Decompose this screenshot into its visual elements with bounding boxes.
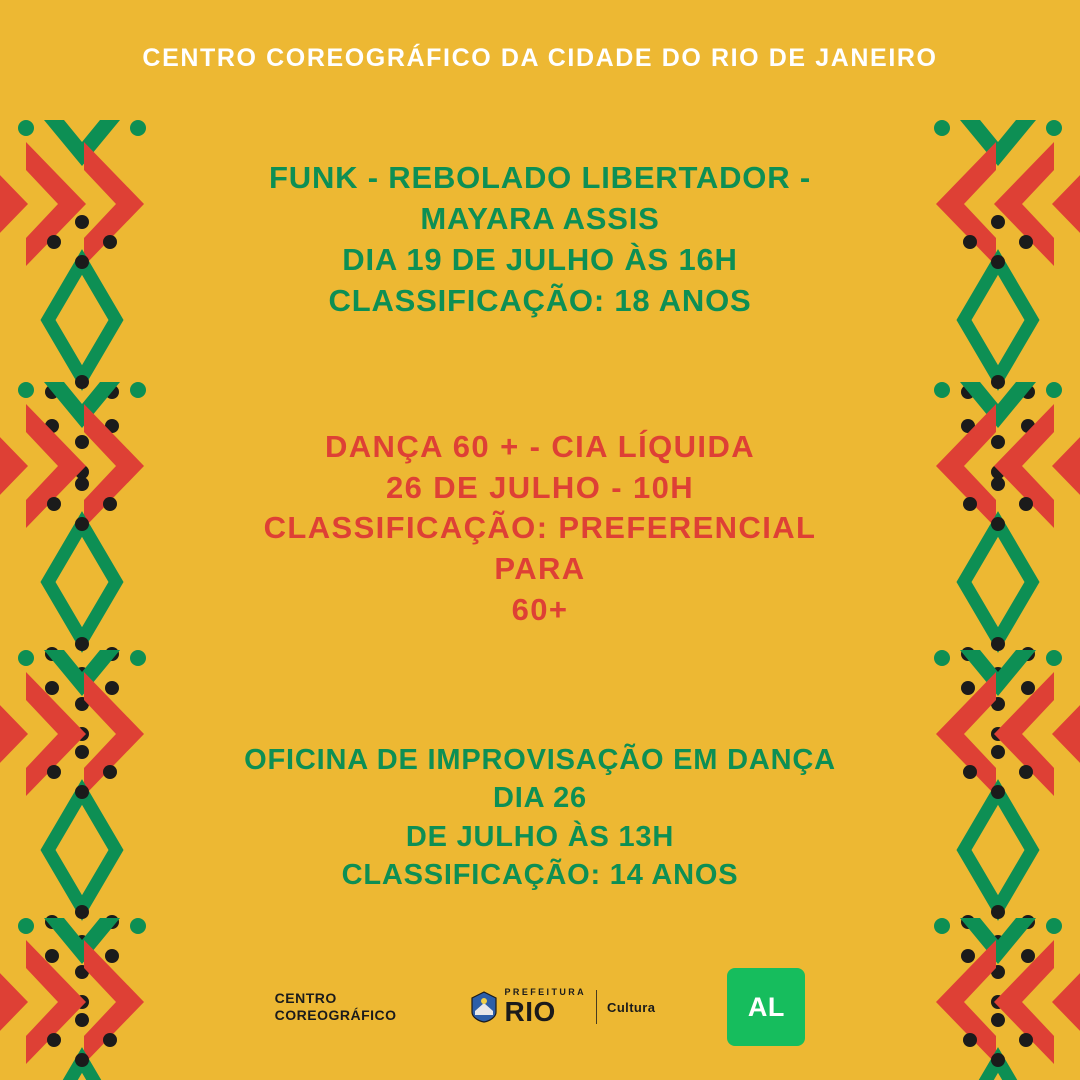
page-title: CENTRO COREOGRÁFICO DA CIDADE DO RIO DE JANEIRO xyxy=(142,44,938,72)
event-datetime: DE JULHO ÀS 13H xyxy=(405,820,675,853)
rio-wordmark xyxy=(505,988,587,1026)
event-block-oficina xyxy=(220,741,860,894)
rio-secretaria-label: Cultura xyxy=(607,999,656,1015)
event-title: FUNK - REBOLADO LIBERTADOR - MAYARA ASSIS xyxy=(269,160,811,236)
logo-cc-line1: CENTRO xyxy=(274,989,337,1006)
event-block-danca60 xyxy=(240,427,840,632)
event-block-funk xyxy=(230,158,850,322)
event-rating: CLASSIFICAÇÃO: 14 ANOS xyxy=(341,858,739,891)
footer-logos xyxy=(0,962,1080,1052)
event-datetime: 26 DE JULHO - 10H xyxy=(385,469,695,505)
event-rating: CLASSIFICAÇÃO: PREFERENCIAL PARA xyxy=(263,510,817,587)
event-rating: CLASSIFICAÇÃO: 18 ANOS xyxy=(328,282,752,318)
logo-divider xyxy=(596,990,597,1024)
event-datetime: DIA 19 DE JULHO ÀS 16H xyxy=(342,241,738,277)
logo-cc-line2: COREOGRÁFICO xyxy=(274,1007,397,1023)
event-rating-continued: 60+ xyxy=(511,592,569,628)
rio-crest-icon xyxy=(469,991,499,1023)
rio-lockup xyxy=(469,988,587,1026)
logo-al-badge: AL xyxy=(727,968,805,1046)
logo-prefeitura-rio xyxy=(469,988,656,1026)
rio-pretitle: PREFEITURA xyxy=(504,987,587,997)
event-title: DANÇA 60 + - CIA LÍQUIDA xyxy=(324,428,756,464)
logo-centro-coreografico xyxy=(275,990,397,1025)
rio-title: RIO xyxy=(504,996,556,1027)
event-title: OFICINA DE IMPROVISAÇÃO EM DANÇA DIA 26 xyxy=(244,744,836,815)
